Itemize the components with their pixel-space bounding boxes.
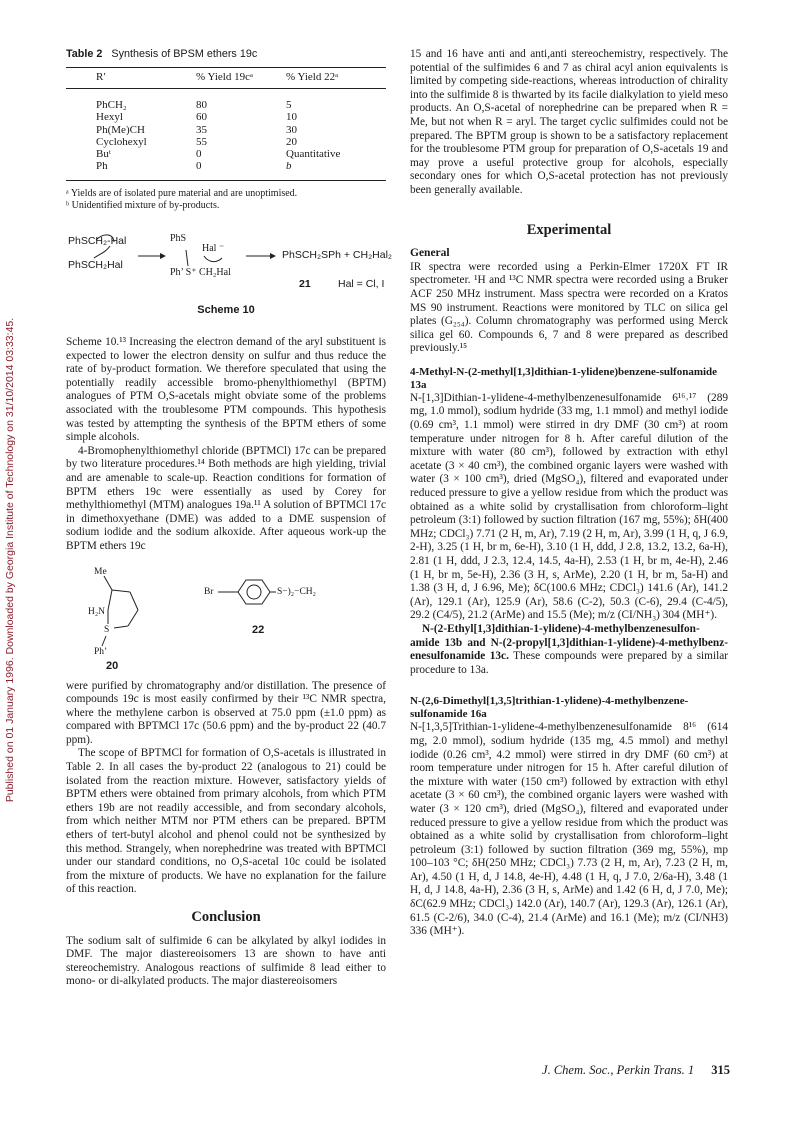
struct-22-number: 22	[252, 623, 265, 636]
table-footnote-b: ᵇ Unidentified mixture of by-products.	[66, 200, 220, 212]
structures-20-22	[66, 562, 386, 674]
table-footnotes	[66, 188, 386, 212]
scheme-compound-21: 21	[299, 278, 311, 291]
scheme-left-top: PhSCH₂-Hal	[68, 235, 127, 248]
table-cell: 0	[196, 160, 202, 173]
left-paragraph-2: 4-Bromophenylthiomethyl chloride (BPTMCl) 17c can be prepared by two literature procedures.¹⁴ Both methods are high yielding, trivial and are amenable to scale-up. Reaction conditions for formation of BPTM ethers 19c were essentially as used by Corey for methylthiomethyl (MTM) analogues 19a.¹¹ A solution of BPTMCl 17c in dimethoxyethane (DME) was added to a DME suspension of sodium iodide and the sodium alkoxide. After aqueous work-up the BPTM ethers 19c	[66, 444, 386, 552]
struct-20-phenyl: Ph’	[94, 646, 108, 657]
general-heading: General	[410, 247, 450, 260]
general-text: IR spectra were recorded using a Perkin-Elmer 1720X FT IR spectrometer. ¹H and ¹³C NMR spectra were recorded using a Bruker ACF 250 MHz instrument. Mass spectra were recorded on a Kratos MS 90 instrument. Reactions were monitored by TLC on silica gel plates (G₂₅₄). Column chromatography was performed using Merck silica gel 60. Compounds 6, 7 and 8 were prepared as described previously.¹⁵	[410, 260, 728, 355]
compound-16a-text: N-[1,3,5]Trithian-1-ylidene-4-methylbenzenesulfonamide 8¹⁶ (614 mg, 2.0 mmol), sodium hydride (135 mg, 4.5 mmol) and methyl iodide (0.26 cm³, 4.2 mmol) were stirred in dry DMF (60 cm³) at room temperature under nitrogen for 15 h. After careful dilution of the mixture with water (150 cm³) followed by extraction with ethyl acetate (3 × 60 cm³), the combined organic layers were washed with water (3 × 120 cm³), dried (MgSO₄), filtered and evaporated under reduced pressure to give a yellow residue from which the product was obtained as a white solid by crystallisation from chloroform–light petroleum (3:1) followed by suction filtration (369 mg, 55%), mp 100–103 °C; δH(250 MHz; CDCl₃) 7.73 (2 H, m, Ar), 7.23 (2 H, m, Ar), 4.50 (1 H, d, J 14.8, 4e-H), 4.48 (1 H, q, J 7.0, 2/6a-H), 3.48 (1 H, d, J 14.8, 4a-H), 2.36 (3 H, s, ArMe) and 1.42 (6 H, d, J 7.0, Me); δC(62.9 MHz; CDCl₃) 142.0 (Ar), 140.7 (Ar), 129.3 (Ar), 126.1 (Ar), 61.5 (C-2/6), 34.0 (C-4), 21.4 (ArMe) and 16.1 (Me); m/z (CI/NH3) 336 (MH⁺).	[410, 721, 728, 938]
conclusion-continued: 15 and 16 have anti and anti,anti stereochemistry, respectively. The potential of the sulfimides 6 and 7 as chiral acyl anion equivalents is limited by competing side-reactions, whereas introduction of chirality into the sulfimide 8 is thwarted by its facile dialkylation to yield meso products. An O,S-acetal of norephedrine can be prepared when R = Me, but not when R = aryl. The target cyclic sulfimides could not be prepared. The BPTM group is shown to be a satisfactory replacement for the troublesome PTM group for preparation of O,S-acetals 19 and may prove a useful protective group for alcohols, especially secondary ones for which O,S-acetal protection has not previously been generally available.	[410, 48, 728, 196]
left-paragraph-3: were purified by chromatography and/or distillation. The presence of compounds 19c is most easily confirmed by their ¹³C NMR spectra, where the methylene carbon is observed at 75.0 ppm (±1.0 ppm) as compared with BPTMCl 17c (50.6 ppm) and the by-product 22 (40.7 ppm).	[66, 679, 386, 746]
scheme-10	[66, 232, 392, 300]
table-number: Table 2	[66, 48, 103, 60]
left-paragraph-4: The scope of BPTMCl for formation of O,S-acetals is illustrated in Table 2. In all cases the by-product 22 (analogous to 21) could be isolated from the reaction mixture. However, satisfactory yields of BPTM ethers were obtained from primary alcohols, from which PTM ethers 19b are not readily accessible, and from secondary alcohols, from which neither MTM nor PTM ethers can be prepared. BPTM ethers of tert-butyl alcohol and phenol could not be synthesized by this method. Strangely, when norephedrine was treated with BPTMCl under our standard conditions, no O,S-acetal 10c could be isolated from the mixture of products. We have no explanation for the failure of this reaction.	[66, 747, 386, 896]
left-paragraph-1: Scheme 10.¹³ Increasing the electron demand of the aryl substituent is expected to lower the electron density on sulfur and thus reduce the rate of by-product formation. We therefore speculated that using the potentially readily accessible bromo-phenylthiomethyl (BPTM) analogues of PTM O,S-acetals might obviate some of the problems associated with the troublesome PTM compounds. This hypothesis was tested by attempting the synthesis of the BPTM ethers of some simple alcohols.	[66, 336, 386, 444]
left-column	[66, 48, 392, 989]
table-cell: 60	[196, 111, 207, 124]
structure-drawings	[66, 562, 386, 674]
table-cell: 80	[196, 99, 207, 112]
table-row	[66, 148, 386, 160]
table-cell: Quantitative	[286, 148, 341, 160]
table-row	[66, 160, 386, 181]
scheme-hal-note: Hal = Cl, I	[338, 278, 385, 291]
right-column	[410, 48, 728, 939]
journal-name: J. Chem. Soc., Perkin Trans. 1	[542, 1063, 695, 1077]
struct-22-bromine: Br	[204, 586, 214, 597]
compound-13bc-heading: N-(2-Ethyl[1,3]dithian-1-ylidene)-4-methylbenzenesulfon-amide 13b and N-(2-propyl[1,3]dithian-1-ylidene)-4-methylbenz-enesulfonamide 13c.	[410, 622, 728, 663]
scheme-mid-bottom: Ph’ S⁺ CH₂Hal	[170, 267, 231, 279]
conclusion-text: The sodium salt of sulfimide 6 can be alkylated by alkyl iodides in DMF. The major diastereoisomers 13 are shown to have anti stereochemistry. Analogous reactions of sulfimide 8 lead either to mono- or di-alkylated products. The major diastereoisomers	[66, 934, 386, 988]
table-cell: Hexyl	[96, 111, 123, 124]
table-cell: 5	[286, 99, 292, 112]
download-watermark-text: Published on 01 January 1996. Downloaded by Georgia Institute of Technology on 31/10/2014 03:33:45.	[4, 317, 16, 803]
struct-20-number: 20	[106, 659, 119, 672]
table-footnote-a: ᵃ Yields are of isolated pure material and are unoptimised.	[66, 188, 298, 200]
table-row	[66, 136, 386, 148]
table-header-r: R′	[96, 70, 106, 83]
table-cell: 20	[286, 135, 297, 148]
table-header-yield-22: % Yield 22ᵃ	[286, 70, 339, 83]
scheme-mid-top: PhS	[170, 233, 187, 245]
yield-table	[66, 67, 386, 182]
table-title: Synthesis of BPSM ethers 19c	[111, 48, 258, 60]
table-row	[66, 111, 386, 123]
experimental-heading: Experimental	[526, 221, 612, 238]
compound-13a-text: N-[1,3]Dithian-1-ylidene-4-methylbenzenesulfonamide 6¹⁶˒¹⁷ (289 mg, 1.0 mmol), sodium hydride (33 mg, 1.1 mmol) and methyl iodide (0.69 cm³, 1.1 mmol) were stirred in dry DMF (30 cm³) at room temperature under nitrogen for 8 h. After careful dilution of the mixture with water (80 cm³), followed by extraction with ethyl acetate (3 × 40 cm³), the combined organic layers were washed with water (3 × 100 cm³), dried (MgSO₄), filtered and evaporated under reduced pressure to give a yellow residue from which the product was obtained as a white solid by crystallisation from chloroform–light petroleum (3:1) followed by suction filtration (167 mg, 55%); δH(400 MHz; CDCl₃) 7.71 (2 H, m, Ar), 7.19 (2 H, m, Ar), 3.99 (1 H, q, J 6.9, 2-H), 3.25 (1 H, br m, 6e-H), 3.10 (1 H, ddd, J 2.8, 13.2, 13.2, 6a-H), 2.81 (1 H, ddd, J 2.3, 12.4, 14.5, 4a-H), 2.53 (1 H, br m, 4e-H), 2.46 (1 H, br m, 5e-H), 2.36 (3 H, s, ArMe), 2.20 (1 H, br m, 5a-H) and 1.38 (3 H, d, J 6.96, Me); δC(100.6 MHz; CDCl₃) 141.6 (Ar), 141.2 (Ar), 129.1 (Ar), 125.9 (Ar), 58.6 (C-2), 50.3 (C-6), 29.4 (C-4/5), 29.2 (C4/5), 21.2 (ArMe) and 15.5 (Me); m/z (CI/NH₃) 304 (MH⁺).	[410, 391, 728, 622]
table-row	[66, 124, 386, 136]
scheme-left-bottom: PhSCH₂Hal	[68, 259, 123, 272]
table-row	[66, 99, 386, 111]
scheme-10-caption: Scheme 10	[197, 304, 255, 317]
download-watermark	[0, 180, 20, 940]
struct-20-amine: H₂N	[88, 606, 106, 617]
scheme-product: PhSCH₂SPh + CH₂Hal₂	[282, 249, 392, 262]
compound-13bc-text: These compounds were prepared by a similar procedure to 13a.	[410, 650, 729, 676]
compound-16a-heading: N-(2,6-Dimethyl[1,3,5]trithian-1-ylidene)-4-methylbenzene-sulfonamide 16a	[410, 695, 689, 721]
compound-13a-heading: 4-Methyl-N-(2-methyl[1,3]dithian-1-ylidene)benzene-sulfonamide 13a	[410, 365, 718, 391]
table-caption	[66, 48, 386, 62]
table-cell: Buᵗ	[96, 148, 111, 160]
table-cell: 10	[286, 111, 297, 124]
table-cell: Ph	[96, 160, 108, 173]
table-cell: b	[286, 160, 292, 173]
struct-22-tail: S−)₂−CH₂	[277, 586, 316, 597]
table-header-row	[66, 67, 386, 89]
scheme-mid-hal: Hal ⁻	[202, 243, 225, 255]
table-cell: Ph(Me)CH	[96, 123, 145, 136]
page-number: 315	[711, 1063, 730, 1077]
table-cell: PhCH₂	[96, 99, 127, 112]
table-header-yield-19c: % Yield 19cᵃ	[196, 70, 253, 83]
table-cell: 30	[286, 123, 297, 136]
table-cell: 0	[196, 148, 202, 160]
struct-20-me: Me	[94, 566, 107, 577]
table-cell: Cyclohexyl	[96, 135, 147, 148]
table-cell: 55	[196, 135, 207, 148]
struct-20-sulfur: S	[104, 624, 110, 635]
table-cell: 35	[196, 123, 207, 136]
page-footer	[470, 1063, 730, 1078]
conclusion-heading: Conclusion	[191, 909, 261, 925]
